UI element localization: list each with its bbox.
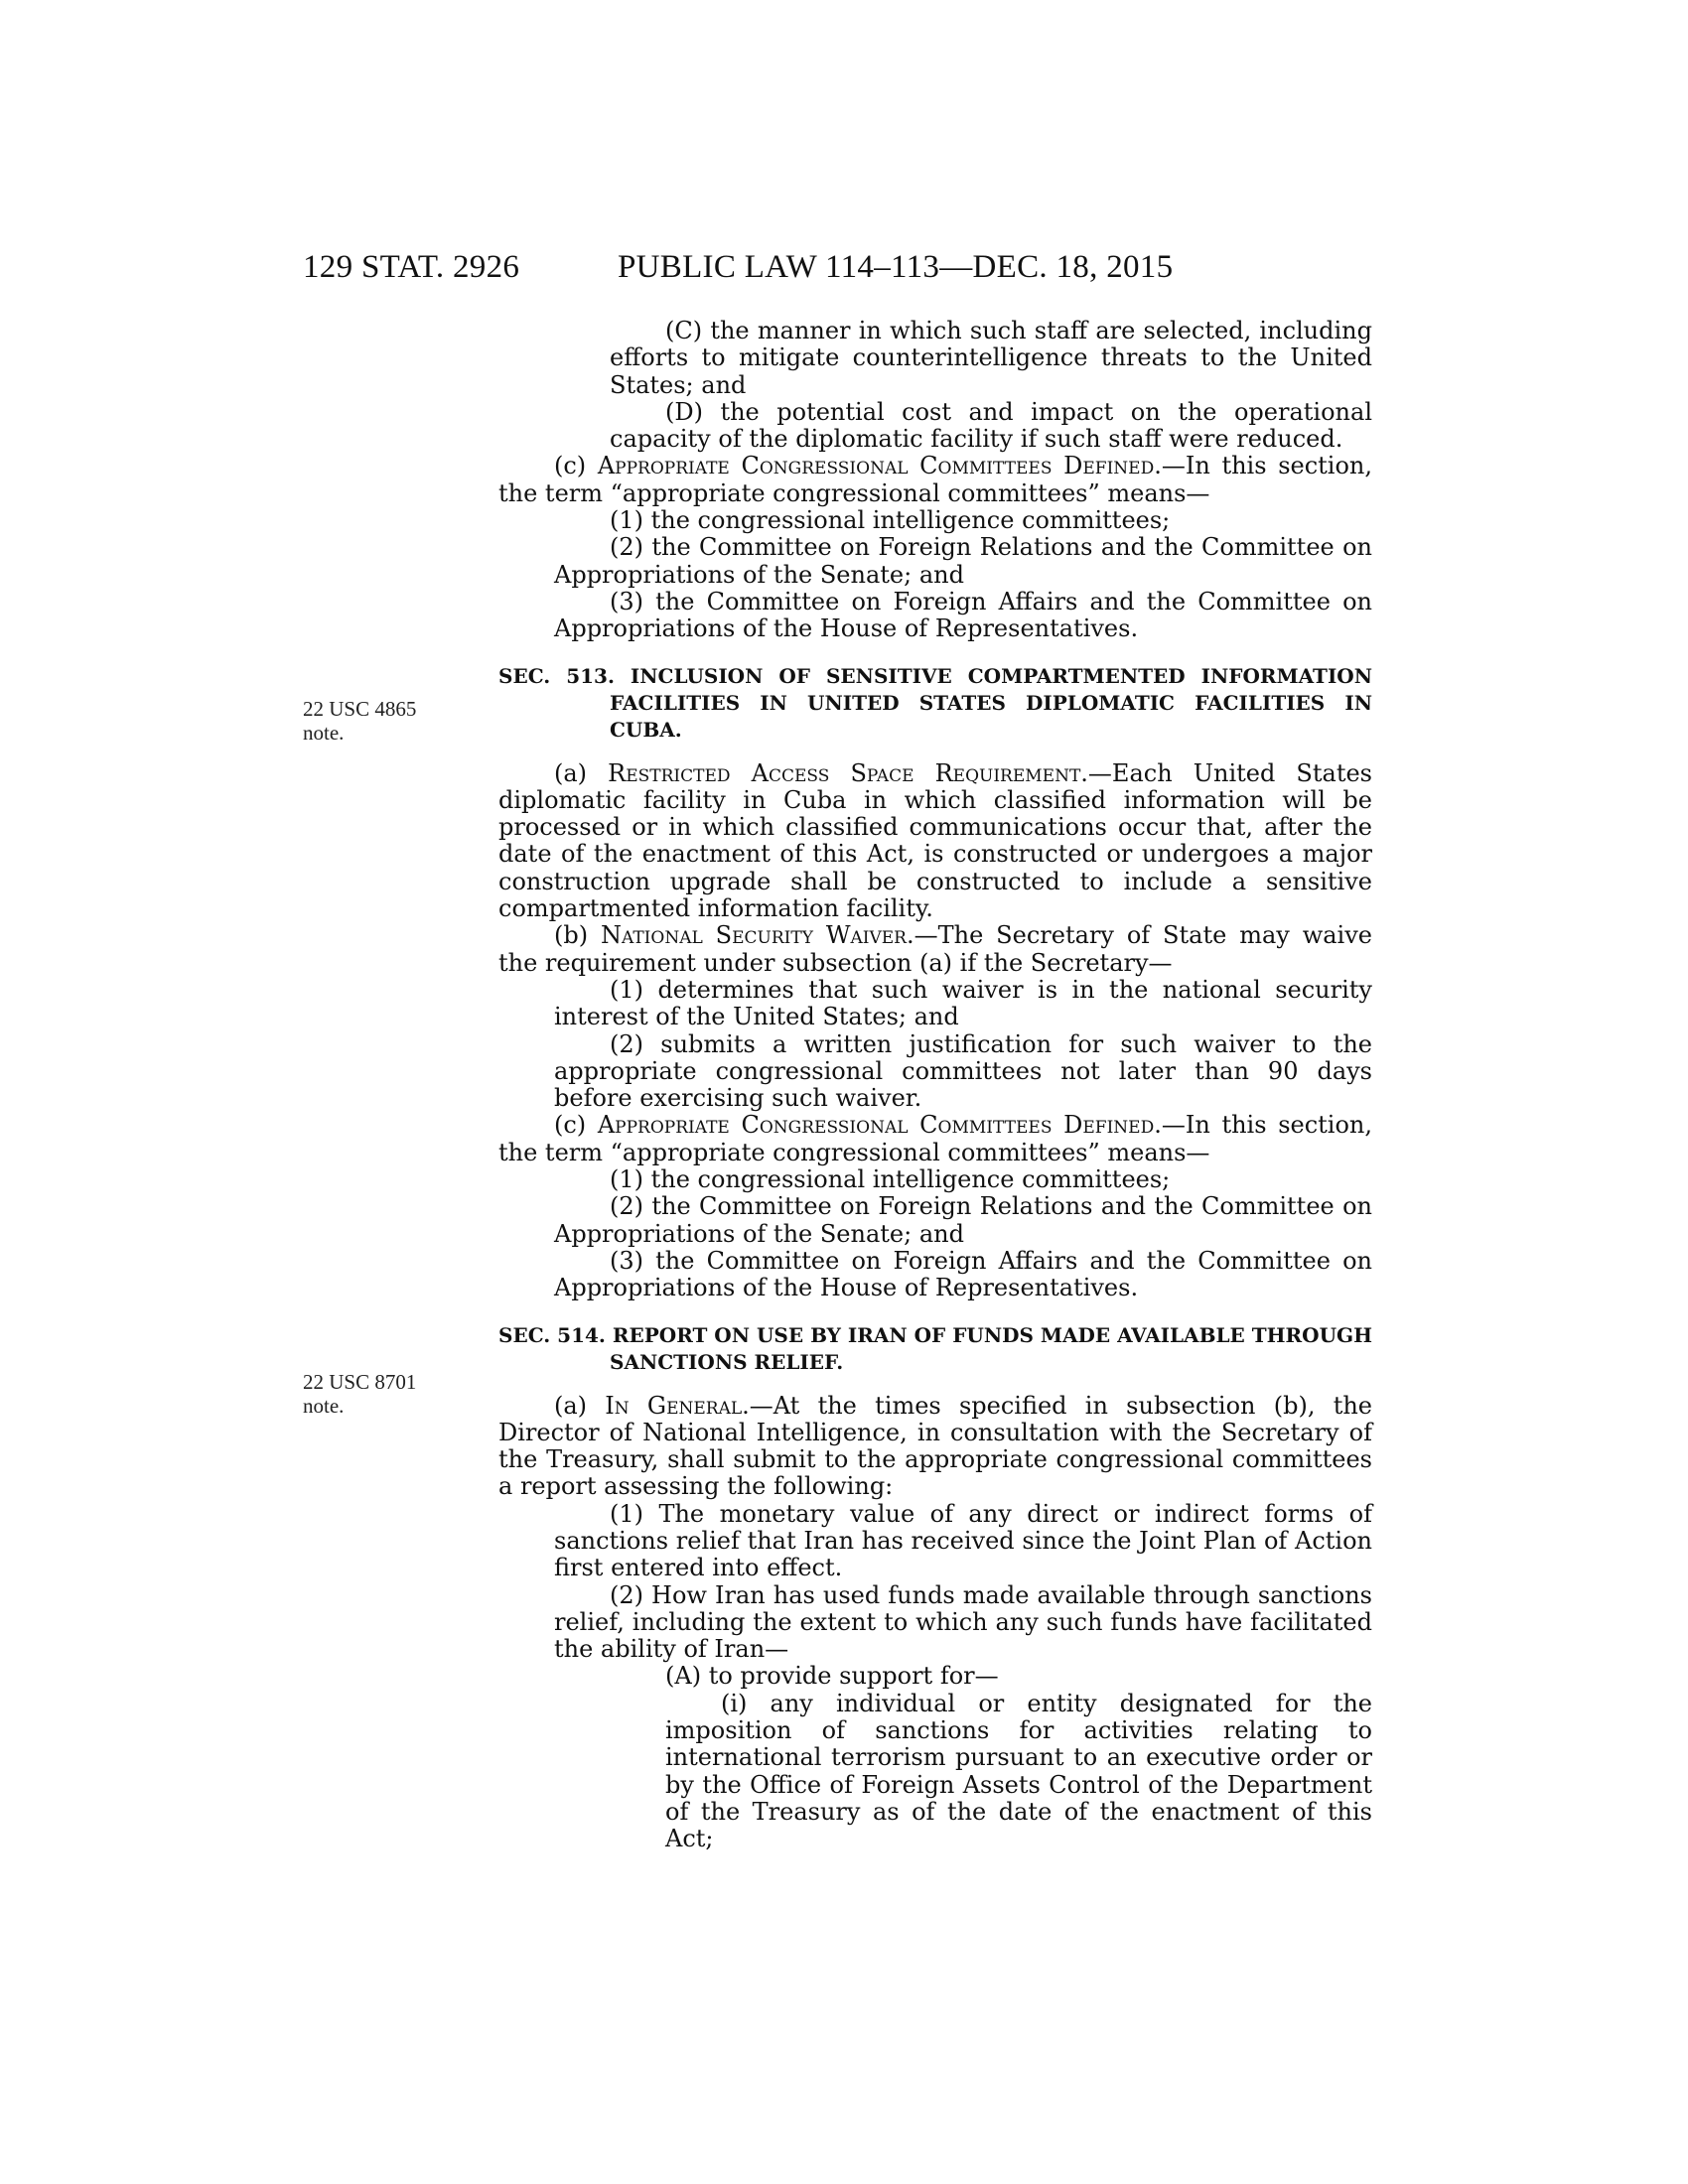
subsection-text: .—The Secretary of State may waive the requirement under subsection (a) if the Secretary—: [498, 921, 1372, 977]
subsection-text: .—In this section, the term “appropriate congressional committees” means—: [498, 452, 1373, 507]
paragraph-d-cost: (D) the potential cost and impact on the operational capacity of the diplomatic facility if such staff were reduced.: [610, 397, 1372, 454]
list-item: (2) the Committee on Foreign Relations and the Committee on Appropriations of the Senate; and: [554, 1192, 1372, 1248]
list-item: (1) determines that such waiver is in the national security interest of the United States; and: [554, 975, 1372, 1031]
list-item: (i) any individual or entity designated for the imposition of sanctions for activities relating to international terrorism pursuant to an executive order or by the Office of Foreign Assets Control of the Department of the Treasury as of the date of the enactment of this Act;: [665, 1689, 1372, 1853]
document-body: [498, 318, 1372, 1853]
subsection-c-definitions: [498, 453, 1372, 507]
list-item: (2) submits a written justification for such waiver to the appropriate congressional committees not later than 90 days before exercising such waiver.: [554, 1029, 1372, 1113]
list-item: (3) the Committee on Foreign Affairs and the Committee on Appropriations of the House of Representatives.: [554, 1246, 1372, 1302]
subsection-a-restricted-access: [498, 760, 1372, 923]
margin-note-suffix: note.: [303, 721, 345, 745]
section-514-heading: SEC. 514. REPORT ON USE BY IRAN OF FUNDS MADE AVAILABLE THROUGH SANCTIONS RELIEF.: [498, 1322, 1372, 1374]
subsection-label: (c): [554, 1111, 598, 1140]
subsection-label: (c): [554, 452, 598, 480]
subsection-heading: National Security Waiver: [601, 921, 907, 950]
margin-note-usc-4865: [303, 697, 416, 745]
paragraph-c-manner: (C) the manner in which such staff are selected, including efforts to mitigate counterintelligence threats to the United States; and: [610, 317, 1372, 399]
section-513-heading: SEC. 513. INCLUSION OF SENSITIVE COMPARTMENTED INFORMATION FACILITIES IN UNITED STATES DIPLOMATIC FACILITIES IN CUBA.: [498, 663, 1372, 742]
margin-note-suffix: note.: [303, 1394, 345, 1418]
list-item: (A) to provide support for—: [665, 1662, 999, 1691]
subsection-heading: Restricted Access Space Requirement: [608, 758, 1081, 787]
subsection-c-definitions: [498, 1112, 1372, 1166]
subsection-label: (b): [554, 921, 601, 950]
list-item: (2) How Iran has used funds made available through sanctions relief, including the extent to which any such funds have facilitated the ability of Iran—: [554, 1580, 1372, 1664]
subsection-heading: Appropriate Congressional Committees Defined: [597, 452, 1155, 480]
margin-note-usc-8701: [303, 1370, 416, 1418]
statute-page-number: 129 STAT. 2926: [303, 249, 520, 285]
subsection-text: .—In this section, the term “appropriate congressional committees” means—: [498, 1111, 1373, 1166]
list-item: (1) the congressional intelligence committees;: [610, 506, 1171, 535]
subsection-heading: In General: [605, 1391, 743, 1420]
subsection-heading: Appropriate Congressional Committees Defined: [597, 1111, 1155, 1140]
list-item: (2) the Committee on Foreign Relations and the Committee on Appropriations of the Senate; and: [554, 533, 1372, 589]
subsection-text: .—At the times specified in subsection (b), the Director of National Intelligence, in consultation with the Secretary of the Treasury, shall submit to the appropriate congressional committees a report assessing the following:: [498, 1391, 1373, 1501]
list-item: (1) the congressional intelligence committees;: [610, 1165, 1171, 1194]
list-item: (3) the Committee on Foreign Affairs and the Committee on Appropriations of the House of Representatives.: [554, 587, 1372, 643]
running-header-title: PUBLIC LAW 114–113—DEC. 18, 2015: [618, 249, 1174, 285]
subsection-label: (a): [554, 758, 609, 787]
subsection-a-in-general: [498, 1393, 1372, 1501]
subsection-text: .—Each United States diplomatic facility in Cuba in which classified information will be processed or in which classified communications occur that, after the date of the enactment of this Act, is constructed or undergoes a major construction upgrade shall be constructed to include a sensitive compartmented information facility.: [498, 758, 1372, 923]
margin-note-citation: 22 USC 4865: [303, 697, 417, 721]
margin-note-citation: 22 USC 8701: [303, 1370, 417, 1394]
list-item: (1) The monetary value of any direct or indirect forms of sanctions relief that Iran has received since the Joint Plan of Action first entered into effect.: [554, 1499, 1372, 1582]
subsection-label: (a): [554, 1391, 606, 1420]
subsection-b-waiver: [498, 922, 1372, 977]
